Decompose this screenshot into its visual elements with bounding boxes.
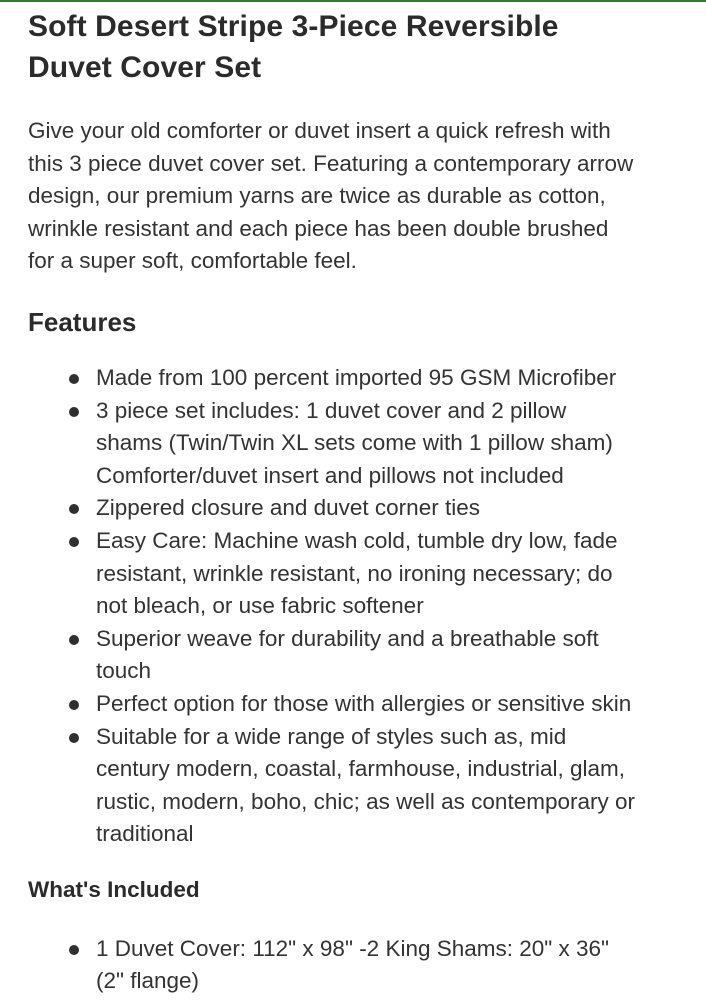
bullet-icon	[69, 733, 79, 743]
description-line: design, our premium yarns are twice as durable as cotton,	[28, 183, 606, 209]
feature-line: not bleach, or use fabric softener	[96, 593, 424, 619]
feature-line: Made from 100 percent imported 95 GSM Microfiber	[96, 364, 617, 390]
feature-line: Suitable for a wide range of styles such as, mid	[96, 723, 567, 749]
whats-included-heading: What's Included	[28, 876, 200, 902]
whats-included-list	[28, 933, 684, 998]
feature-item	[28, 721, 684, 851]
feature-line: 3 piece set includes: 1 duvet cover and 2 pillow	[96, 397, 567, 423]
included-line: 1 Duvet Cover: 112" x 98" -2 King Shams: 20" x 36"	[96, 935, 610, 961]
feature-item	[28, 688, 684, 721]
bullet-icon	[69, 700, 79, 710]
features-list	[28, 362, 684, 851]
product-title-line: Soft Desert Stripe 3-Piece Reversible	[28, 10, 559, 43]
bullet-icon	[69, 635, 79, 645]
feature-line: rustic, modern, boho, chic; as well as contemporary or	[96, 788, 635, 814]
feature-item	[28, 623, 684, 688]
bullet-icon	[69, 945, 79, 955]
feature-item	[28, 362, 684, 395]
feature-line: Superior weave for durability and a breathable soft	[96, 625, 599, 651]
feature-line: Comforter/duvet insert and pillows not included	[96, 462, 564, 488]
included-item	[28, 933, 684, 998]
feature-line: traditional	[96, 821, 194, 847]
product-title-line: Duvet Cover Set	[28, 51, 262, 84]
bullet-icon	[69, 504, 79, 514]
feature-line: resistant, wrinkle resistant, no ironing necessary; do	[96, 560, 613, 586]
feature-item	[28, 525, 684, 623]
bullet-icon	[69, 537, 79, 547]
product-description	[28, 115, 684, 278]
feature-line: century modern, coastal, farmhouse, industrial, glam,	[96, 756, 625, 782]
description-line: for a super soft, comfortable feel.	[28, 248, 357, 274]
description-line: Give your old comforter or duvet insert a quick refresh with	[28, 118, 611, 143]
bullet-icon	[69, 374, 79, 384]
feature-line: Easy Care: Machine wash cold, tumble dry low, fade	[96, 527, 618, 553]
features-heading: Features	[28, 306, 137, 337]
feature-line: Perfect option for those with allergies or sensitive skin	[96, 690, 632, 716]
bullet-icon	[69, 407, 79, 417]
product-title	[28, 0, 684, 88]
included-line: (2" flange)	[96, 968, 200, 994]
feature-line: shams (Twin/Twin XL sets come with 1 pillow sham)	[96, 430, 613, 456]
feature-item	[28, 395, 684, 493]
feature-line: Zippered closure and duvet corner ties	[96, 495, 480, 521]
feature-item	[28, 492, 684, 525]
description-line: this 3 piece duvet cover set. Featuring a contemporary arrow	[28, 150, 634, 176]
description-line: wrinkle resistant and each piece has been double brushed	[28, 215, 609, 241]
feature-line: touch	[96, 658, 152, 684]
